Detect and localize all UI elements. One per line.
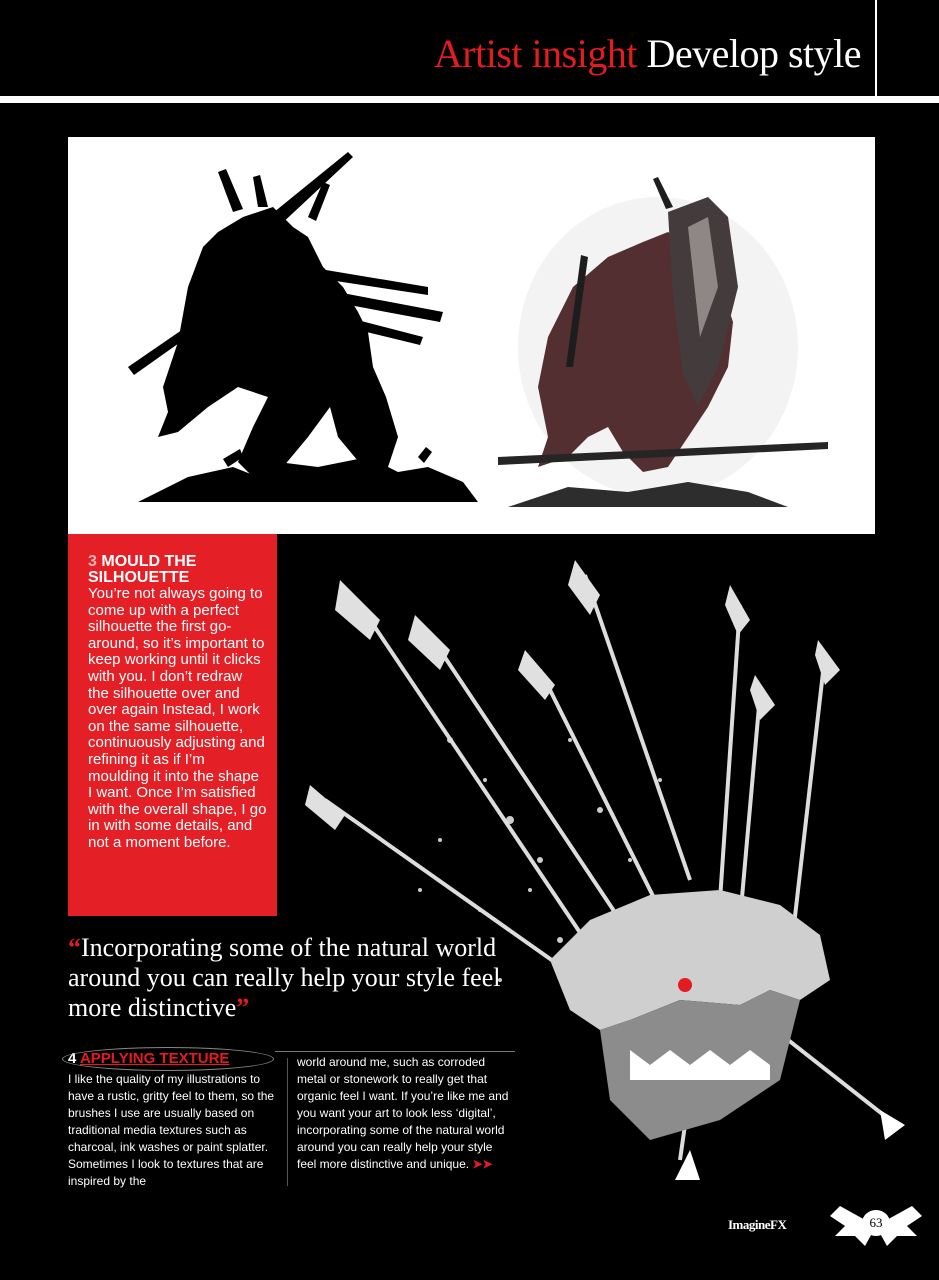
step-4-heading	[68, 1050, 278, 1068]
step-4-column-2	[297, 1054, 509, 1173]
arrow-fletchings	[305, 560, 840, 830]
section-title	[434, 30, 861, 77]
heading-oval	[62, 1047, 274, 1071]
finished-character	[498, 177, 828, 507]
step-3-title: MOULD THE SILHOUETTE	[88, 553, 197, 586]
quote-open-mark: “	[68, 933, 81, 962]
heading-lead-line	[275, 1051, 515, 1052]
column-divider	[287, 1058, 288, 1186]
magazine-logo: ImagineFX	[728, 1217, 787, 1232]
header-divider	[875, 0, 877, 96]
step-3-heading	[88, 554, 267, 586]
header-rule	[0, 96, 939, 103]
step-3-body: You’re not always going to come up with a perfect silhouette the first go-around, so it’s important to keep working until it clicks with you. I don’t redraw the silhouette over and over again Instead, I work on the same silhouette, continuously adjusting and refining it as if I’m moulding it into the shape I want. Once I’m satisfied with the overall shape, I go in with some details, and not a moment before.	[88, 585, 267, 851]
pull-quote	[68, 933, 518, 1023]
artwork-svg	[68, 137, 875, 534]
step-4-title: APPLYING TEXTURE	[79, 1050, 230, 1067]
end-mark-icon: ➤➤	[472, 1157, 493, 1171]
section-name: Develop style	[646, 31, 861, 76]
step-4-column-2-text: world around me, such as corroded metal or stonework to really get that organic feel I want. If you’re like me and you want your art to look less ‘digital’, incorporating some of the natural world around you can really help your style feel more distinctive and unique.	[297, 1055, 509, 1171]
page-number: 63	[862, 1210, 890, 1236]
step-4-number: 4	[68, 1050, 77, 1067]
step-4-column-1: I like the quality of my illustrations to have a rustic, gritty feel to them, so the brushes I use are usually based on traditional media textures such as charcoal, ink washes or paint splatter. Sometimes I look to textures that are inspired by the	[68, 1072, 275, 1188]
step-3-number: 3	[88, 553, 97, 570]
page-header	[0, 0, 939, 100]
silhouette-figure	[128, 152, 478, 502]
quote-close-mark: ”	[236, 993, 250, 1022]
silhouette-comparison-artwork	[68, 137, 875, 534]
helmet	[550, 890, 905, 1180]
step-3-callout	[68, 534, 277, 916]
section-kicker: Artist insight	[433, 31, 637, 76]
pull-quote-text: Incorporating some of the natural world around you can really help your style feel more distinctive	[68, 933, 501, 1022]
